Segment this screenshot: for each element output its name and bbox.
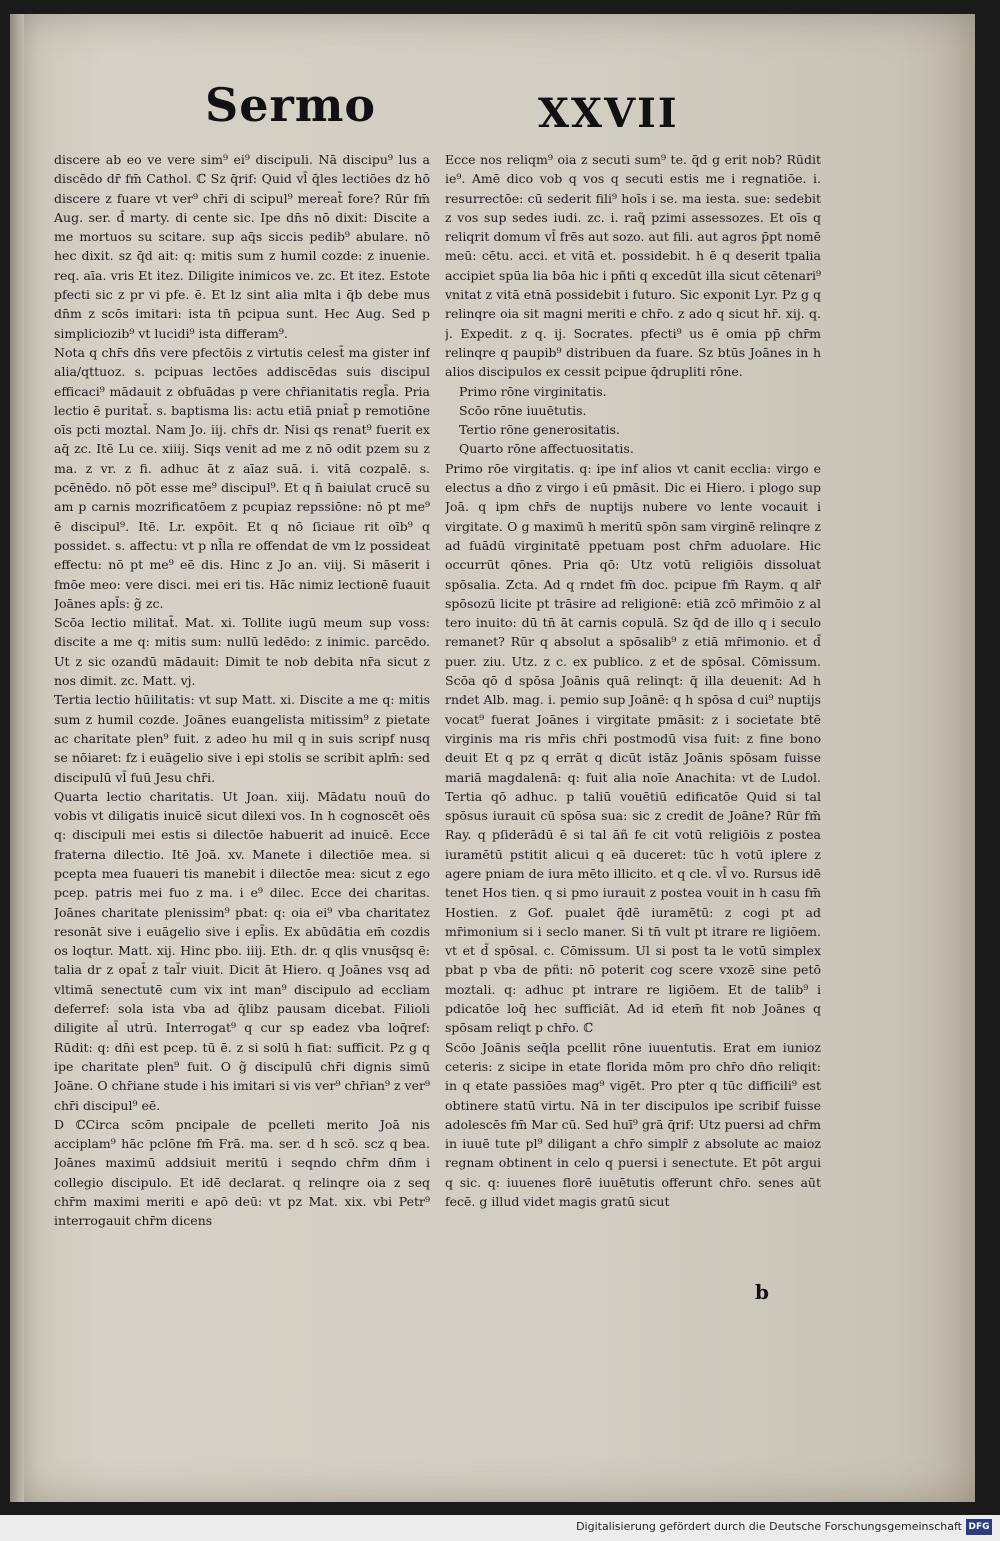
paragraph: Nota q chr̄s dn̄s vere pfectōis z virtutis celest̄ ma gister inf alia/qttuoz. s. pcipuas lectōes addiscēdas suis discipul efficaci⁹ mādauit z obfuādas p vere chr̄ianitatis regl̄a. Pria lectio ē puritat̄. s. baptisma lis: actu etiā pniat̄ p remotiōne oīs pcti moztal. Nam Jo. iij. chr̄s dr. Nisi qs renat⁹ fuerit ex aq̄ zc. Itē Lu ce. xiiij. Siqs venit ad me z nō odit pzem su z ma. z vr. z fi. adhuc āt z aīaz suā. i. vitā cozpalē. s. pcēnēdo. nō pōt esse me⁹ discipul⁹. Et q n̄ baiulat crucē su am p carnis mozrificatōem z pcupiaz repssiōne: nō pt me⁹ ē discipul⁹. Itē. Lr. expōit. Et q nō ſiciaue rit oīb⁹ q possidet. s. affectu: vt p nl̄la re offendat de vm lz possideat effectu: nō pt me⁹ eē dis. Hinc z Jo an. viij. Si māserit i fmōe meo: vere disci. mei eri tis. Hāc nimiz lectionē fuauit Joānes apl̄s: g̃ zc. xyxy=(54,344,430,611)
paragraph: Quarta lectio charitatis. Ut Joan. xiij. Mādatu nouū do vobis vt diligatis inuicē sicut dilexi vos. In h cognoscēt oēs q: discipuli mei estis si dilectōe habuerit ad inuicē. Ecce fraterna dilectio. Itē Joā. xv. Manete i dilectiōe mea. si pcepta mea fuaueri tis manebit i dilectōe mea: sicut z ego pcep. patris mei fuo z ma. i e⁹ dilec. Ecce dei charitas. Joānes charitate plenissim⁹ pbat: q: oia ei⁹ vba charitatez resonāt sive i euāgelio sive i epl̄is. Ex abūdātia em̄ cozdis os loqtur. Matt. xij. Hinc pbo. iiij. Eth. dr. q qlis vnusq̄sq ē: talia dr z opat̄ z tal̄r viuit. Dicit āt Hiero. q Joānes vsq ad vltimā senectutē cum vix int man⁹ discipulo ad eccliam deferref: sola ista vba ad q̄libz pausam dicebat. Filioli diligite al̄ utrū. Interrogat⁹ q cur sp eadez vba loq̄ref: Rūdit: q: dn̄i est pcep. tū ē. z si solū h fiat: sufficit. Pz g q ipe charitate plen⁹ fuit. O g̃ discipulū chr̄i dignis simū Joāne. O chr̄iane stude i his imitari si vis ver⁹ chr̄ian⁹ z ver⁹ chr̄i discipul⁹ eē. xyxy=(54,788,430,1113)
paragraph: Primo rōe virgitatis. q: ipe inf alios vt canit ecclia: virgo e electus a dn̄o z virgo i eū pmāsit. Dic ei Hiero. i plogo sup Joā. q ipm chr̄s de nuptijs nubere vo lente vocauit i virgitate. O g maximū h meritū spōn sam virginē relinqre z ad fuādū virginitatē ppetuam post chr̄m aduolare. Hic occurrūt qōnes. Pria qō: Utz votū religiōis dissoluat spōsalia. Zcta. Ad q rndet fm̄ doc. pcipue fm̄ Raym. q alr̄ spōsozū licite pt trāsire ad religionē: etiā zcō mr̄imōio z al tero inuito: dū tn̄ āt carnis copulā. Sz q̄d de illo q i seculo remanet? Rūr q absolut a spōsalib⁹ z etiā mr̄imonio. et d̄ puer. ziu. Utz. z c. ex publico. z et de spōsal. Cōmissum. Scōa qō d spōsa Joānis quā relinqt: q̄ illa deuenit: Ad h rndet Alb. mag. i. pemio sup Joānē: q h spōsa d cui⁹ nuptijs vocat⁹ fuerat Joānes i virgitate pmāsit: z i societate btē virginis ma ris mr̄is chr̄i postmodū visa fuit: z fine bono deuit Et q pz q errāt q dicūt istāz Joānis spōsam fuisse mariā magdalenā: q: fuit alia noīe Anachita: vt de Ludol. Tertia qō adhuc. p taliū vouētiū edificatōe Quid si tal spōsus iurauit cū spōsa sua: sic z credit de Joāne? Rūr fm̄ Ray. q pſiderādū ē si tal āñ fe cit votū religiōis z postea iuramētū pstitit alicui q eā duceret: tūc h votū iplere z agere pniam de iura mēto illicito. et q cle. vl̄ vo. Rursus idē tenet Hos tien. q si pmo iurauit z postea vouit in h casu fm̄ Hostien. z Gof. pualet q̄dē iuramētū: z cogi pt ad mr̄imonium si i seclo maner. Si tn̄ vult pt itrare re ligiōem. vt et d̄ spōsal. c. Cōmissum. Ul si post ta le votū simplex pbat p vba de pñti: nō poterit cog scere vxozē sine petō moztali. q: adhuc pt intrare re ligiōem. Et de talib⁹ i pdicatōe loq̄ hec sufficiāt. Ad id etem̄ fit nob Joānes q spōsam reliqt p chr̄o. ℂ xyxy=(445,460,821,1036)
paragraph: Scōa lectio militat̄. Mat. xi. Tollite iugū meum sup voss: discite a me q: mitis sum: nullū ledēdo: z inimic. parcēdo. Ut z sic ozandū mādauit: Dimit te nob debita nr̄a sicut z nos dimit. zc. Matt. vj. xyxy=(54,615,430,689)
list-item: Quarto rōne affectuositatis. xyxy=(459,441,634,457)
list-item: Primo rōne virginitatis. xyxy=(459,383,607,399)
footer-bar xyxy=(0,1515,1000,1541)
paragraph: Tertia lectio hūilitatis: vt sup Matt. xi. Discite a me q: mitis sum z humil cozde. Joānes euangelista mitissim⁹ z pietate ac charitate plen⁹ fuit. z adeo hu mil q in suis scripf nusq se nōiaret: fz i euāgelio sive i epi stolis se scribit aplm̄: sed discipulū vl̄ fuū Jesu chr̄i. xyxy=(54,692,430,785)
paragraph: discere ab eo ve vere sim⁹ ei⁹ discipuli. Nā discipu⁹ lus a discēdo dr̄ fm̄ Cathol. ℂ Sz q̄rif: Quid vl̄ q̄les lectiōes dz hō discere z fuare vt ver⁹ chr̄i di scipul⁹ mereat̄ fore? Rūr fm̄ Aug. ser. d̄ marty. di cente sic. Ipe dn̄s nō dixit: Discite a me mortuos su scitare. sup aq̄s siccis pedib⁹ abulare. nō hec dixit. sz q̄d ait: q: mitis sum z humil cozde: z inuenie. req. aīa. vris Et itez. Diligite inimicos ve. zc. Et itez. Estote pfecti sic z pr vi pfe. ē. Et lz sint alia mlta i q̄b debe mus dn̄m z scōs imitari: ista tn̄ pcipua sunt. Hec Aug. Sed p simpliciozib⁹ vt lucidi⁹ ista differam⁹. xyxy=(54,152,430,341)
paragraph: Ecce nos reliqm⁹ oia z secuti sum⁹ te. q̄d g erit nob? Rūdit ie⁹. Amē dico vob q vos q secuti estis me i regnatiōe. i. resurrectōe: cū sederit fili⁹ hoīs i se. ma iesta. sue: sedebit z vos sup sedes iudi. zc. i. raq̃ pzimi assessozes. Et oīs q reliqrit domum vl̄ frēs aut sozo. aut fili. aut agros p̄pt nomē meū: cētu. acci. et vitā et. possidebit. h ē q deserit tpalia accipiet spūa lia bōa hic i pñti q excedūt illa sicut cētenari⁹ vnitat z vitā etnā possidebit i futuro. Sic exponit Lyr. Pz g q relinqre oia sit magni meriti e chr̄o. z ado q sicut hr̄. xij. q. j. Expedit. z q. ij. Socrates. pfecti⁹ us ē omia pp̄ chr̄m relinqre q paupib⁹ distribuen da fuare. Sz btūs Joānes in h alios discipulos ex cessit pcipue q̄drupliti rōne. xyxy=(445,152,821,380)
running-head-left: Sermo xyxy=(205,78,377,132)
paragraph: D ℂCirca scōm pncipale de pcelleti merito Joā nis acciplam⁹ hāc pclōne fm̄ Frā. ma. ser. d h scō. scz q bea. Joānes maximū addsiuit meritū i seqndo chr̄m dn̄m i collegio discipulo. Et idē declarat. q relinqre oia z seq chr̄m maximi meriti e apō deū: vt pz Mat. xix. vbi Petr⁹ interrogauit chr̄m dicens xyxy=(54,1116,430,1229)
list-item: Tertio rōne generositatis. xyxy=(459,422,620,438)
reasons-list xyxy=(445,382,821,459)
paragraph: Scōo Joānis seq̄la pcellit rōne iuuentutis. Erat em iunioz ceteris: z sicipe in etate florida mōm pro chr̄o dn̄o reliqit: in q etate passiōes mag⁹ vigēt. Pro pter q tūc difficili⁹ est obtinere statū virtu. Nā in ter discipulos ipe scribif fuisse adolescēs fm̄ Mar cū. Sed huī⁹ grā q̄rif: Utz puersi ad chr̄m in iuuē tute pl⁹ diligant a chr̄o simplr̄ z absolute ac maioz regnam obtinent in celo q puersi i senectute. Et pōt argui q sic. q: iuuenes florē iuuētutis offerunt chr̄o. senes aūt fecē. g illud videt magis gratū sicut xyxy=(445,1039,821,1210)
text-column-left xyxy=(54,150,430,1280)
list-item: Scōo rōne iuuētutis. xyxy=(459,402,587,418)
dfg-logo: DFG xyxy=(966,1519,992,1535)
signature-mark: b xyxy=(755,1280,769,1304)
funding-notice: Digitalisierung gefördert durch die Deutsche Forschungsgemeinschaft xyxy=(576,1520,962,1533)
running-head-right: XXVII xyxy=(538,90,679,137)
text-column-right xyxy=(445,150,821,1280)
page-binding-edge xyxy=(10,14,24,1502)
